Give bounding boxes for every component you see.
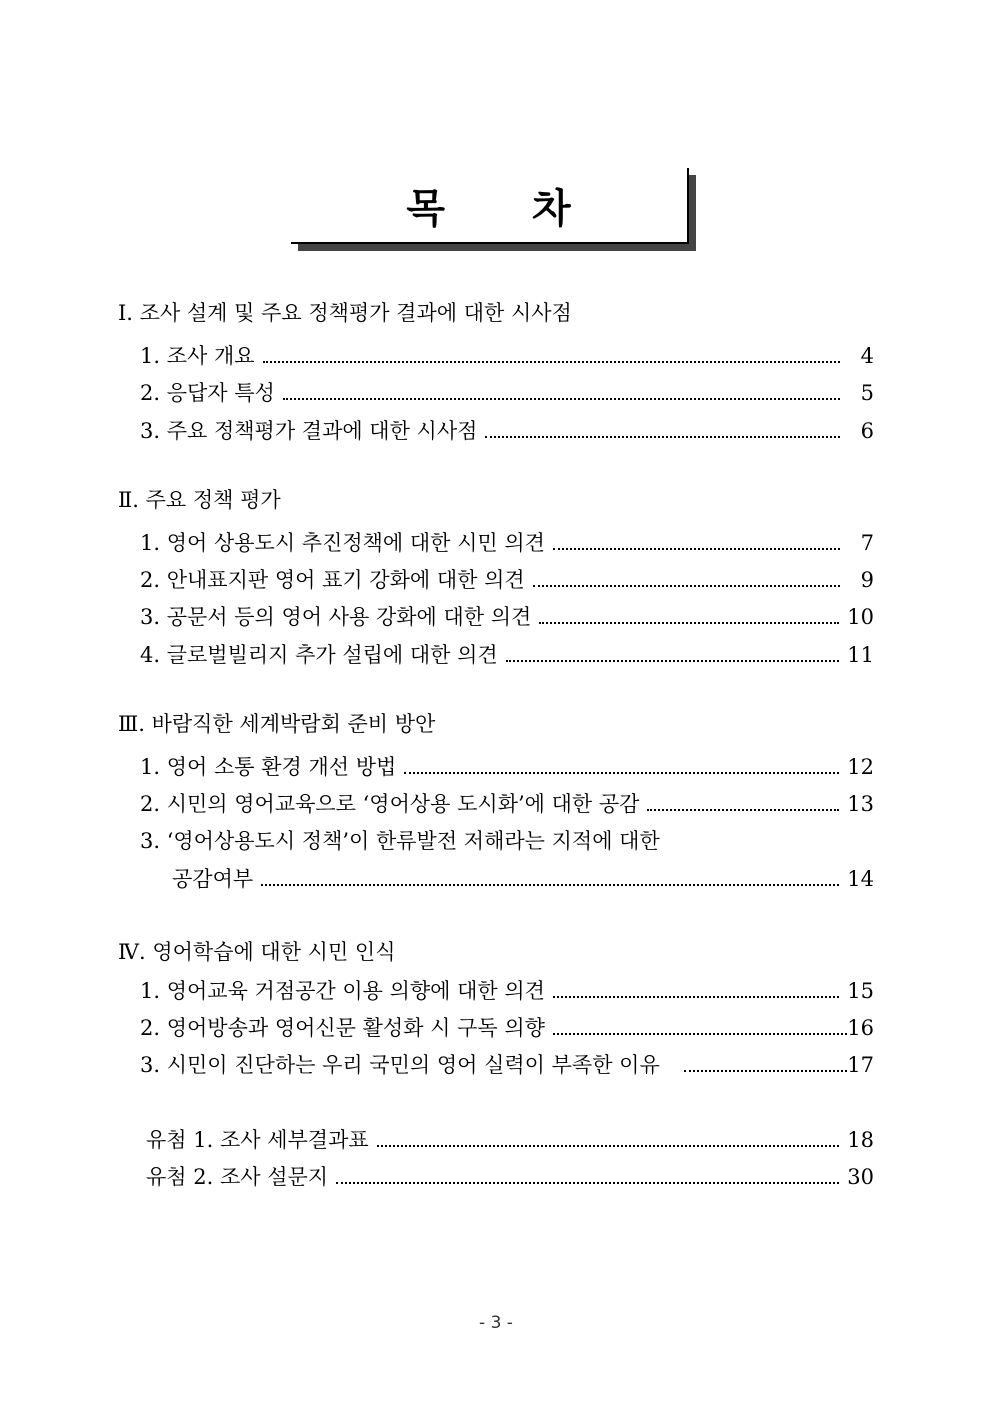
dot-leader [263,361,840,363]
toc-entry[interactable]: 1. 조사 개요 4 [140,344,874,368]
dot-leader [261,884,839,886]
toc-entry[interactable]: 4. 글로벌빌리지 추가 설립에 대한 의견 11 [140,643,874,667]
dot-leader [684,1070,848,1072]
toc-entry[interactable]: 공감여부 14 [172,867,874,891]
toc-entry[interactable]: 1. 영어교육 거점공간 이용 의향에 대한 의견 15 [140,979,874,1003]
toc-entry[interactable]: 2. 응답자 특성 5 [140,381,874,405]
dot-leader [377,1145,840,1147]
toc-title-box [291,168,689,244]
dot-leader [647,809,839,811]
toc-entry[interactable]: 3. 공문서 등의 영어 사용 강화에 대한 의견 10 [140,605,874,629]
page-number: - 3 - [479,1313,513,1333]
toc-entry[interactable]: 3. 시민이 진단하는 우리 국민의 영어 실력이 부족한 이유 17 [140,1053,874,1077]
dot-leader [553,1033,847,1035]
dot-leader [539,622,839,624]
toc-entry[interactable]: 2. 시민의 영어교육으로 ‘영어상용 도시화’에 대한 공감 13 [140,792,874,816]
toc-entry[interactable]: 1. 영어 소통 환경 개선 방법 12 [140,755,874,779]
dot-leader [553,548,840,550]
dot-leader [404,772,839,774]
appendix-entry[interactable]: 유첨 2. 조사 설문지 30 [146,1165,874,1189]
toc-entry[interactable]: 1. 영어 상용도시 추진정책에 대한 시민 의견 7 [140,531,874,555]
toc-entry-first-line[interactable]: 3. ‘영어상용도시 정책’이 한류발전 저해라는 지적에 대한 [140,829,660,853]
dot-leader [506,660,840,662]
section-heading-4: Ⅳ. 영어학습에 대한 시민 인식 [118,940,396,964]
section-heading-1: Ⅰ. 조사 설계 및 주요 정책평가 결과에 대한 시사점 [118,301,572,325]
appendix-entry[interactable]: 유첨 1. 조사 세부결과표 18 [146,1128,874,1152]
section-heading-2: Ⅱ. 주요 정책 평가 [118,488,281,512]
dot-leader [283,398,840,400]
dot-leader [533,585,840,587]
toc-entry[interactable]: 2. 영어방송과 영어신문 활성화 시 구독 의향 16 [140,1016,874,1040]
dot-leader [485,436,840,438]
section-heading-3: Ⅲ. 바람직한 세계박람회 준비 방안 [118,712,436,736]
toc-entry[interactable]: 3. 주요 정책평가 결과에 대한 시사점 6 [140,419,874,443]
toc-title: 목 차 [406,185,572,232]
toc-entry[interactable]: 2. 안내표지판 영어 표기 강화에 대한 의견 9 [140,568,874,592]
dot-leader [336,1182,839,1184]
dot-leader [553,996,839,998]
